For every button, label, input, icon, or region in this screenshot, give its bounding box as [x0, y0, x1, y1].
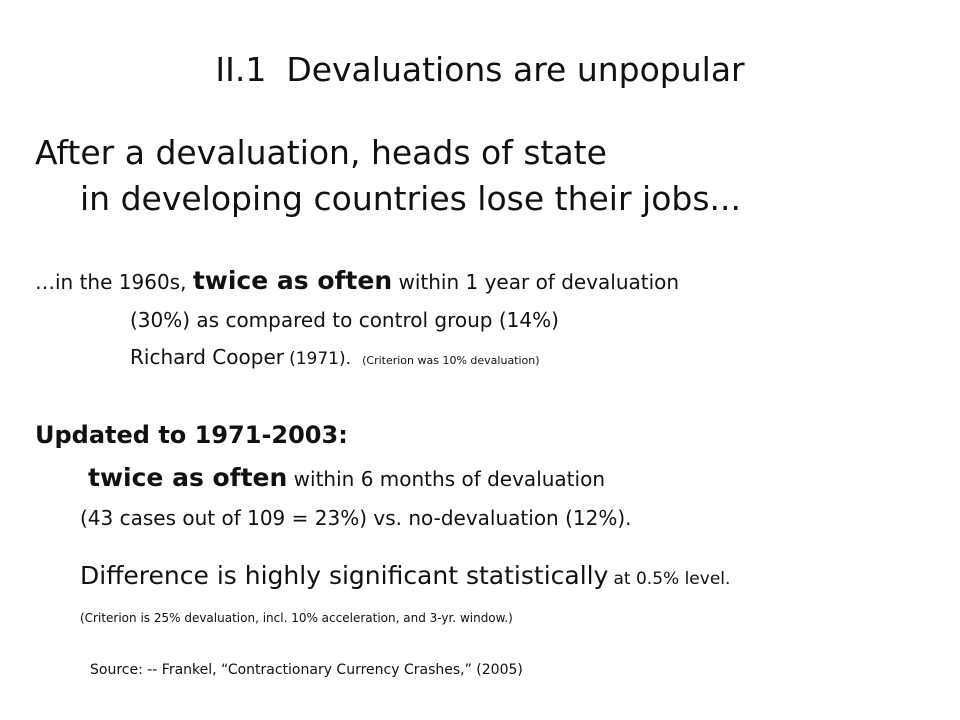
paragraph-1-line-2: (30%) as compared to control group (14%) — [130, 308, 559, 332]
p2-suffix: within 6 months of devaluation — [293, 467, 605, 491]
section-heading: Updated to 1971-2003: — [35, 421, 348, 449]
p1-suffix: within 1 year of devaluation — [398, 270, 680, 294]
title-number: II.1 — [215, 50, 267, 89]
headline-line-2: in developing countries lose their jobs... — [80, 179, 741, 218]
paragraph-2-line-3 — [80, 561, 730, 590]
paragraph-2-line-2: (43 cases out of 109 = 23%) vs. no-devaluation (12%). — [80, 506, 632, 530]
source-citation: Source: -- Frankel, “Contractionary Currency Crashes,” (2005) — [90, 662, 523, 678]
significance-statement: Difference is highly significant statistically — [80, 561, 609, 590]
p2-emphasis: twice as often — [88, 463, 288, 492]
slide-title — [0, 50, 960, 89]
paragraph-1-line-3 — [130, 345, 540, 369]
p1-prefix: …in the 1960s, — [35, 270, 187, 294]
paragraph-2-note: (Criterion is 25% devaluation, incl. 10% acceleration, and 3-yr. window.) — [80, 611, 513, 625]
headline-line-1: After a devaluation, heads of state — [35, 133, 607, 172]
citation-author: Richard Cooper — [130, 345, 284, 369]
paragraph-2-line-1 — [88, 463, 605, 492]
citation-note: (Criterion was 10% devaluation) — [362, 354, 540, 367]
p1-emphasis: twice as often — [192, 266, 393, 295]
citation-year: (1971). — [289, 349, 351, 369]
significance-level: at 0.5% level. — [613, 569, 731, 589]
title-text: Devaluations are unpopular — [286, 50, 745, 89]
paragraph-1-line-1 — [35, 266, 679, 295]
